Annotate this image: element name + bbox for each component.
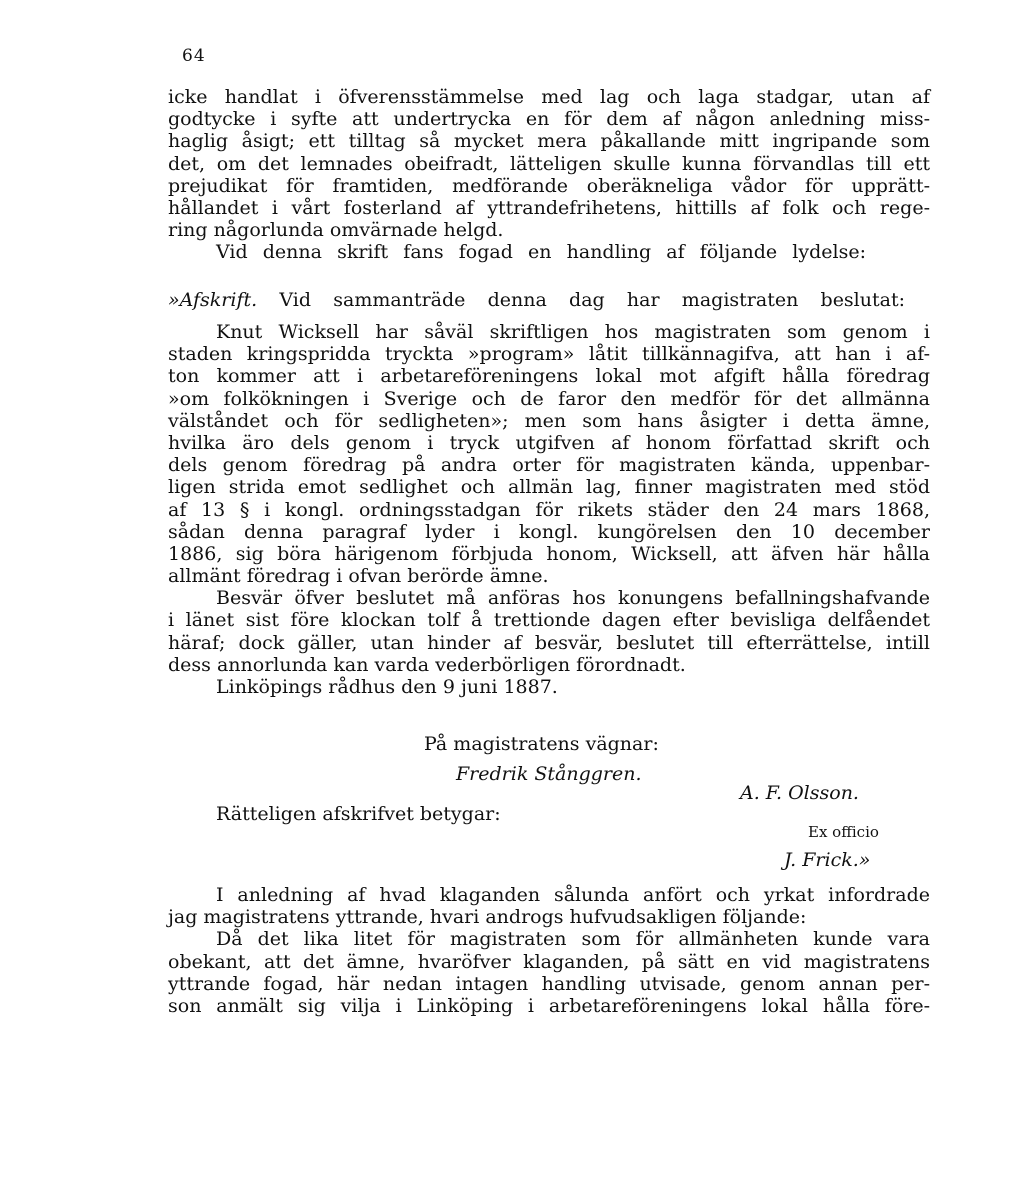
text-line: son anmält sig vilja i Linköping i arbetareföreningens lokal hålla före- xyxy=(168,994,930,1017)
text-line: haglig åsigt; ett tilltag så mycket mera påkallande mitt ingripande som xyxy=(168,130,930,153)
text-line: af 13 § i kongl. ordningsstadgan för rikets städer den 24 mars 1868, xyxy=(168,498,930,521)
text-line: dels genom föredrag på andra orter för magistraten kända, uppenbar- xyxy=(168,454,930,477)
text-line: Vid denna skrift fans fogad en handling af följande lydelse: xyxy=(216,241,866,264)
paragraph-opening xyxy=(168,86,930,264)
text-line: obekant, att det ämne, hvaröfver klaganden, på sätt en vid magistratens xyxy=(168,950,930,973)
text-line: dess annorlunda kan varda vederbörligen förordnadt. xyxy=(168,653,686,676)
text-line: Då det lika litet för magistraten som för allmänheten kunde vara xyxy=(216,928,930,951)
place-date: Linköpings rådhus den 9 juni 1887. xyxy=(216,676,558,698)
text-line: ligen strida emot sedlighet och allmän lag, finner magistraten med stöd xyxy=(168,476,930,499)
paragraph-closing xyxy=(168,884,930,1017)
text-line: icke handlat i öfverensstämmelse med lag och laga stadgar, utan af xyxy=(168,86,930,108)
text-line: »om folkökningen i Sverige och de faror den medför för det allmänna xyxy=(168,387,930,410)
afskrift-heading xyxy=(168,289,930,311)
paragraph-decision xyxy=(168,321,930,698)
text-line: Knut Wicksell har såväl skriftligen hos magistraten som genom i xyxy=(216,321,930,343)
text-line: välståndet och för sedligheten»; men som hans åsigter i detta ämne, xyxy=(168,409,930,432)
certified-line: Rätteligen afskrifvet betygar: xyxy=(216,803,501,825)
signature-stanggren: Fredrik Stånggren. xyxy=(456,763,642,785)
text-line: ton kommer att i arbetareföreningens lokal mot afgift hålla föredrag xyxy=(168,365,930,388)
signature-frick: J. Frick.» xyxy=(784,849,871,871)
text-line: jag magistratens yttrande, hvari androgs hufvudsakligen följande: xyxy=(168,906,807,929)
ex-officio: Ex officio xyxy=(808,823,879,841)
text-line: 1886, sig böra härigenom förbjuda honom, Wicksell, att äfven här hålla xyxy=(168,542,930,565)
text-line: sådan denna paragraf lyder i kongl. kungörelsen den 10 december xyxy=(168,520,930,543)
text-line: Besvär öfver beslutet må anföras hos konungens befallningshafvande xyxy=(216,587,930,610)
text-line: hållandet i vårt fosterland af yttrandefrihetens, hittills af folk och rege- xyxy=(168,196,930,219)
afskrift-intro: Vid sammanträde denna dag har magistraten beslutat: xyxy=(279,289,905,311)
signature-olsson: A. F. Olsson. xyxy=(740,782,859,804)
text-line: i länet sist före klockan tolf å trettionde dagen efter bevisliga delfåendet xyxy=(168,609,930,632)
text-line: godtycke i syfte att undertrycka en för dem af någon anledning miss- xyxy=(168,108,930,131)
afskrift-label: »Afskrift. xyxy=(168,289,258,311)
text-line: ring någorlunda omvärnade helgd. xyxy=(168,219,504,242)
text-line: prejudikat för framtiden, medförande oberäkneliga vådor för upprätt- xyxy=(168,174,930,197)
on-behalf-line: På magistratens vägnar: xyxy=(424,733,659,755)
text-line xyxy=(168,289,905,311)
page-number: 64 xyxy=(182,46,206,66)
text-line: allmänt föredrag i ofvan berörde ämne. xyxy=(168,565,549,588)
text-line: I anledning af hvad klaganden sålunda anfört och yrkat infordrade xyxy=(216,884,930,906)
text-line: häraf; dock gäller, utan hinder af besvär, beslutet till efterrättelse, intill xyxy=(168,631,930,654)
text-line: det, om det lemnades obeifradt, lätteligen skulle kunna förvandlas till ett xyxy=(168,152,930,175)
text-line: yttrande fogad, här nedan intagen handling utvisade, genom annan per- xyxy=(168,972,930,995)
text-line: staden kringspridda tryckta »program» låtit tillkännagifva, att han i af- xyxy=(168,343,930,366)
text-line: hvilka äro dels genom i tryck utgifven af honom författad skrift och xyxy=(168,431,930,454)
